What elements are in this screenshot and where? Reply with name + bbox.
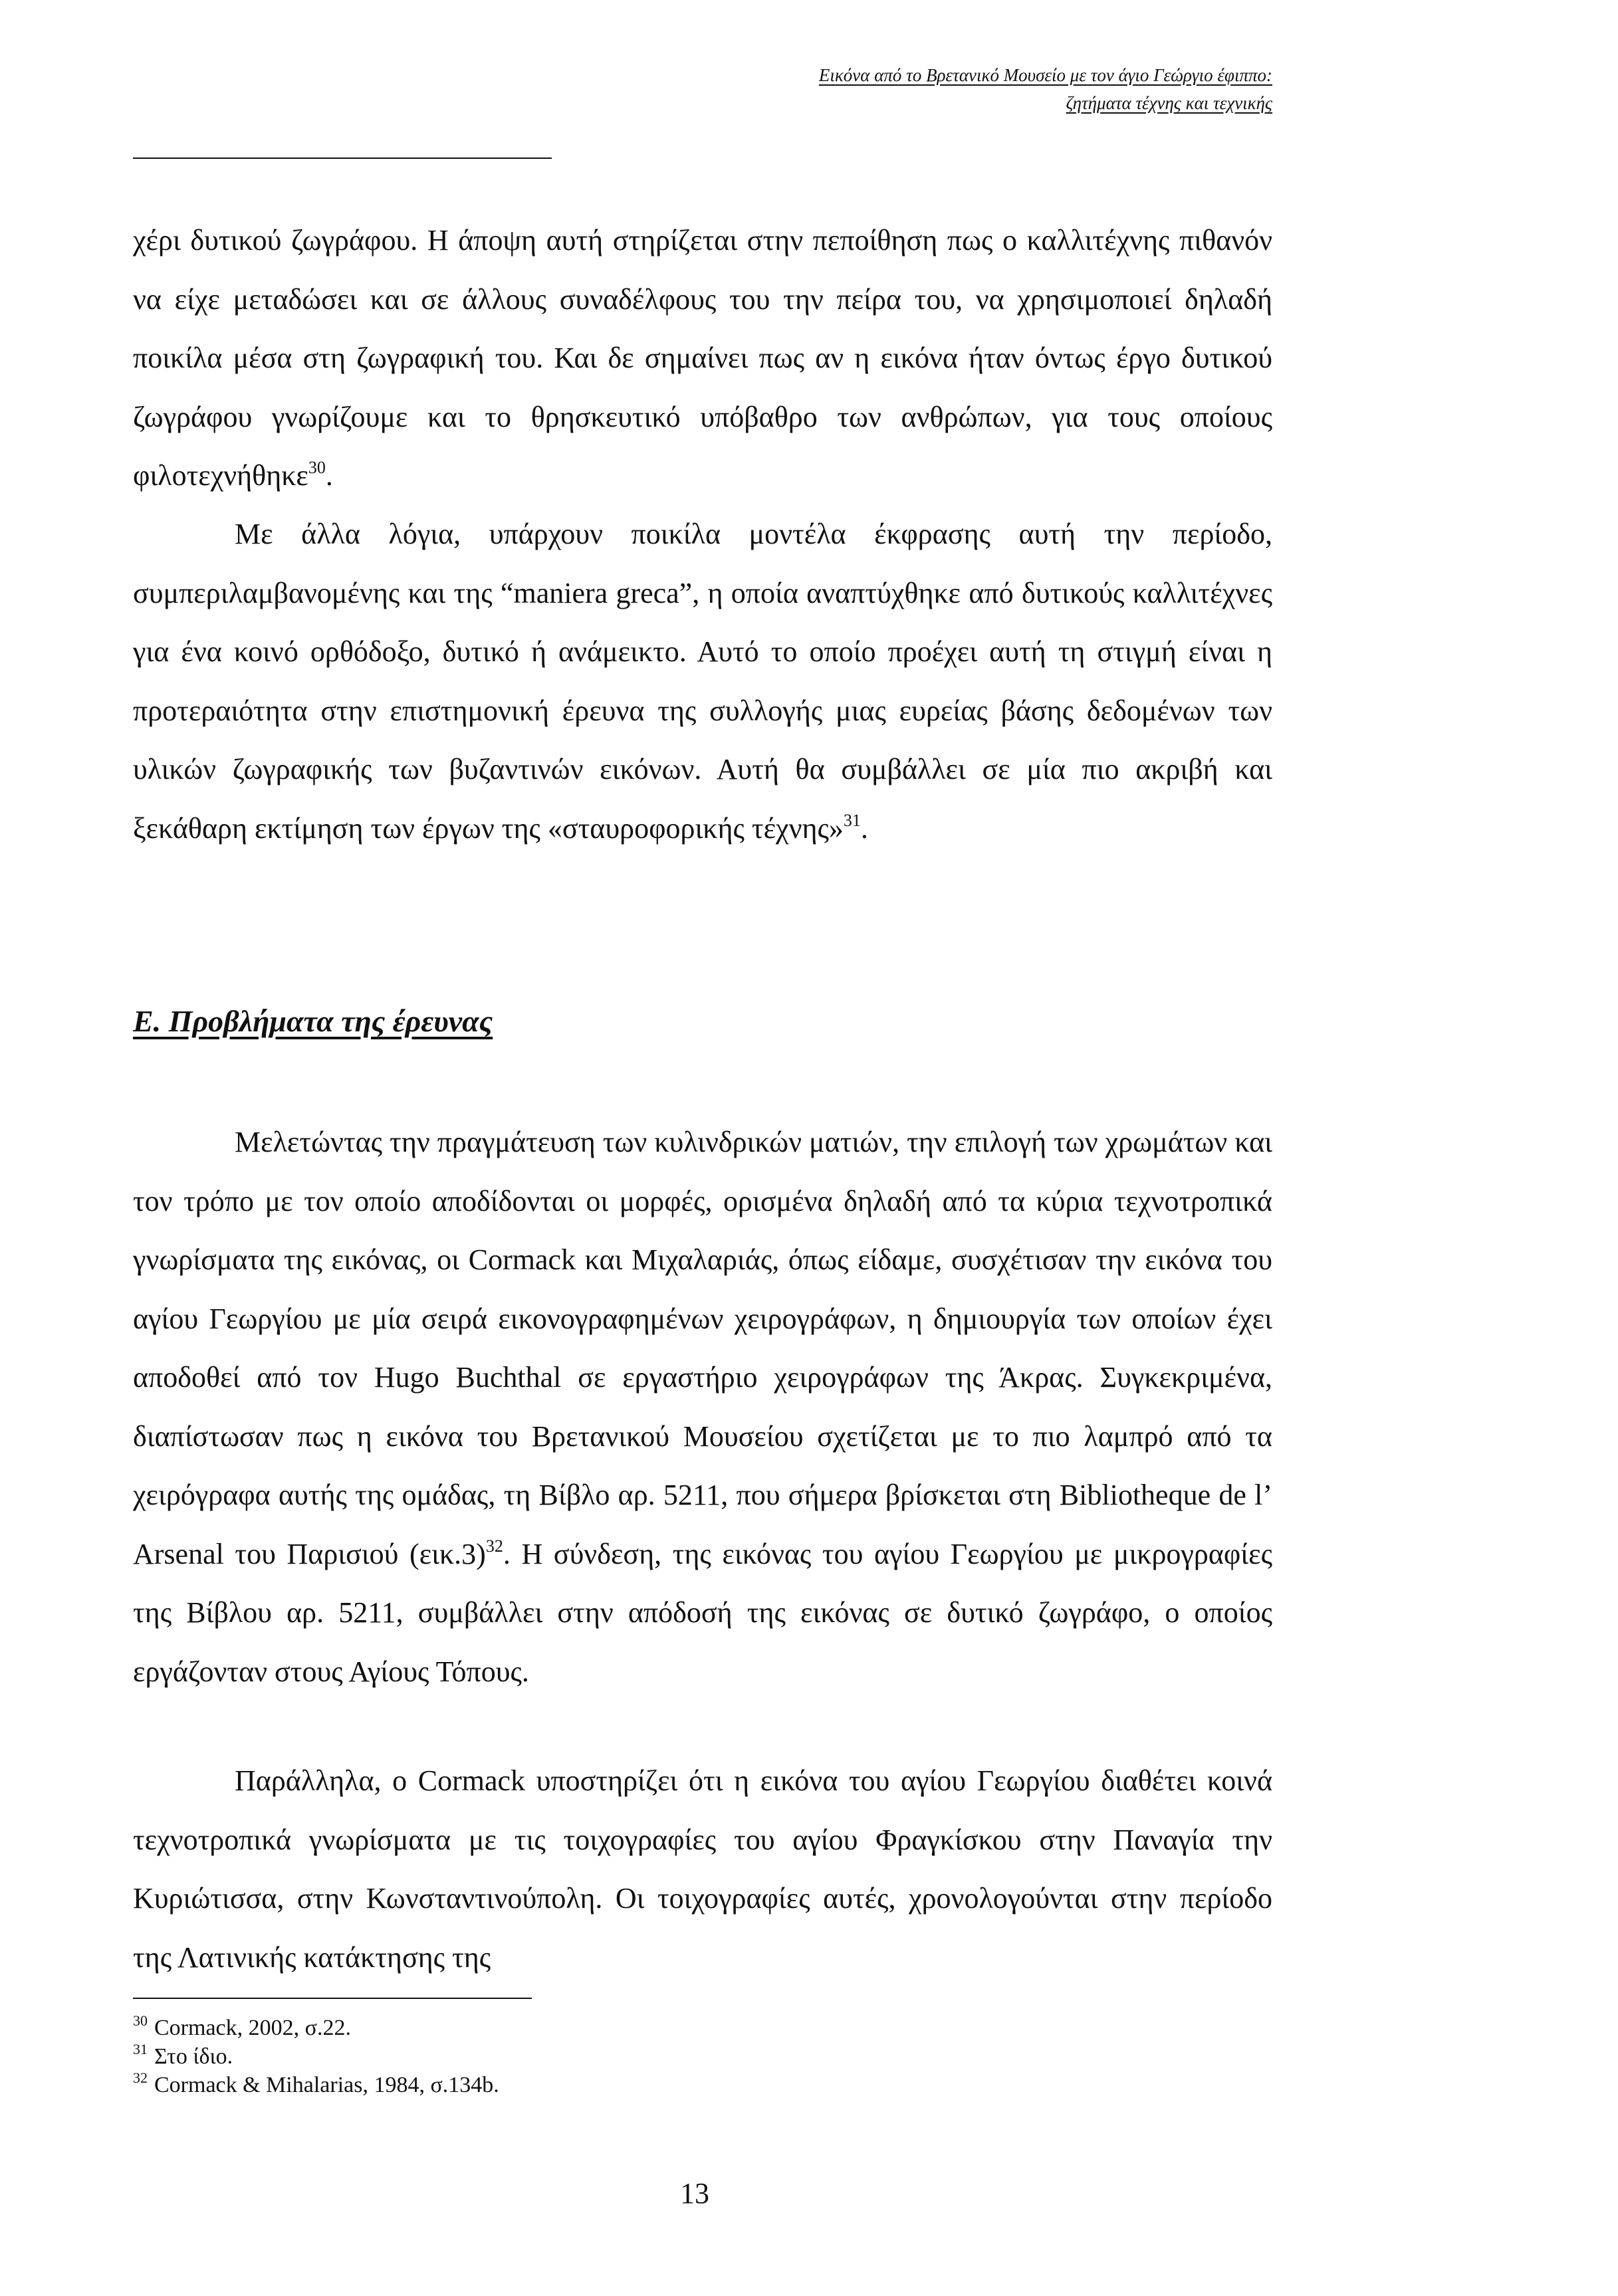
running-header-line-2: ζητήματα τέχνης και τεχνικής	[1066, 93, 1272, 113]
footnote-32: $^{32}$ Cormack & Mihalarias, 1984, σ.134b.	[133, 2069, 499, 2097]
running-header	[133, 61, 1272, 117]
footnote-30: $^{30}$ Cormack, 2002, σ.22.	[133, 2012, 351, 2040]
footnotes	[133, 2014, 931, 2099]
paragraph-4: Παράλληλα, ο Cormack υποστηρίζει ότι η εικόνα του αγίου Γεωργίου διαθέτει κοινά τεχνοτροπικά γνωρίσματα με τις τοιχογραφίες του αγίου Φραγκίσκου στην Παναγία την Κυριώτισσα, στην Κωνσταντινούπολη. Οι τοιχογραφίες αυτές, χρονολογούνται στην περίοδο της Λατινικής κατάκτησης της	[133, 1764, 1272, 1974]
header-rule	[133, 157, 552, 159]
paragraph-3: Μελετώντας την πραγμάτευση των κυλινδρικών ματιών, την επιλογή των χρωμάτων και τον τρόπο με τον οποίο αποδίδονται οι μορφές, ορισμένα δηλαδή από τα κύρια τεχνοτροπικά γνωρίσματα της εικόνας, οι Cormack και Μιχαλαριάς, όπως είδαμε, συσχέτισαν την εικόνα του αγίου Γεωργίου με μία σειρά εικονογραφημένων χειρογράφων, η δημιουργία των οποίων έχει αποδοθεί από τον Hugo Buchthal σε εργαστήριο χειρογράφων της Άκρας. Συγκεκριμένα, διαπίστωσαν πως η εικόνα του Βρετανικού Μουσείου σχετίζεται με το πιο λαμπρό από τα χειρόγραφα αυτής της ομάδας, τη Βίβλο αρ. 5211, που σήμερα βρίσκεται στη Bibliotheque de l’ Arsenal του Παρισιού $(\varepsilon\iota\kappa.3)^{32}$. Η σύνδεση, της εικόνας του αγίου Γεωργίου με μικρογραφίες της Βίβλου αρ. 5211, συμβάλλει στην απόδοσή της εικόνας σε δυτικό ζωγράφο, ο οποίος εργάζονταν στους Αγίους Τόπους.	[133, 1126, 1272, 1688]
page-number: 13	[680, 2177, 709, 2210]
footnote-ref-30[interactable]: 30	[308, 458, 326, 477]
paragraph-1: χέρι δυτικού ζωγράφου. Η άποψη αυτή στηρίζεται στην πεποίθηση πως ο καλλιτέχνης πιθανόν να είχε μεταδώσει και σε άλλους συναδέλφους του την πείρα του, να χρησιμοποιεί δηλαδή ποικίλα μέσα στη ζωγραφική του. Και δε σημαίνει πως αν η εικόνα ήταν όντως έργο δυτικού ζωγράφου γνωρίζουμε και το θρησκευτικό υπόβαθρο των ανθρώπων, για τους οποίους φιλοτεχνήθηκε$^{30}$.	[133, 224, 1272, 492]
running-header-line-1: Εικόνα από το Βρετανικό Μουσείο με τον άγιο Γεώργιο έφιππο:	[818, 65, 1272, 85]
section-heading: Ε. Προβλήματα της έρευνας	[133, 1004, 493, 1038]
footnote-ref-32[interactable]: 32	[485, 1536, 503, 1556]
footnote-separator	[133, 1998, 532, 1999]
footnote-ref-31[interactable]: 31	[843, 810, 861, 830]
paragraph-2: Με άλλα λόγια, υπάρχουν ποικίλα μοντέλα έκφρασης αυτή την περίοδο, συμπεριλαμβανομένης και της “maniera greca”, η οποία αναπτύχθηκε από δυτικούς καλλιτέχνες για ένα κοινό ορθόδοξο, δυτικό ή ανάμεικτο. Αυτό το οποίο προέχει αυτή τη στιγμή είναι η προτεραιότητα στην επιστημονική έρευνα της συλλογής μιας ευρείας βάσης δεδομένων των υλικών ζωγραφικής των βυζαντινών εικόνων. Αυτή θα συμβάλλει σε μία πιο ακριβή και ξεκάθαρη εκτίμηση των έργων της «σταυροφορικής τέχνης»$^{31}$.	[133, 518, 1272, 845]
footnote-31: $^{31}$ Στο ίδιο.	[133, 2041, 233, 2069]
